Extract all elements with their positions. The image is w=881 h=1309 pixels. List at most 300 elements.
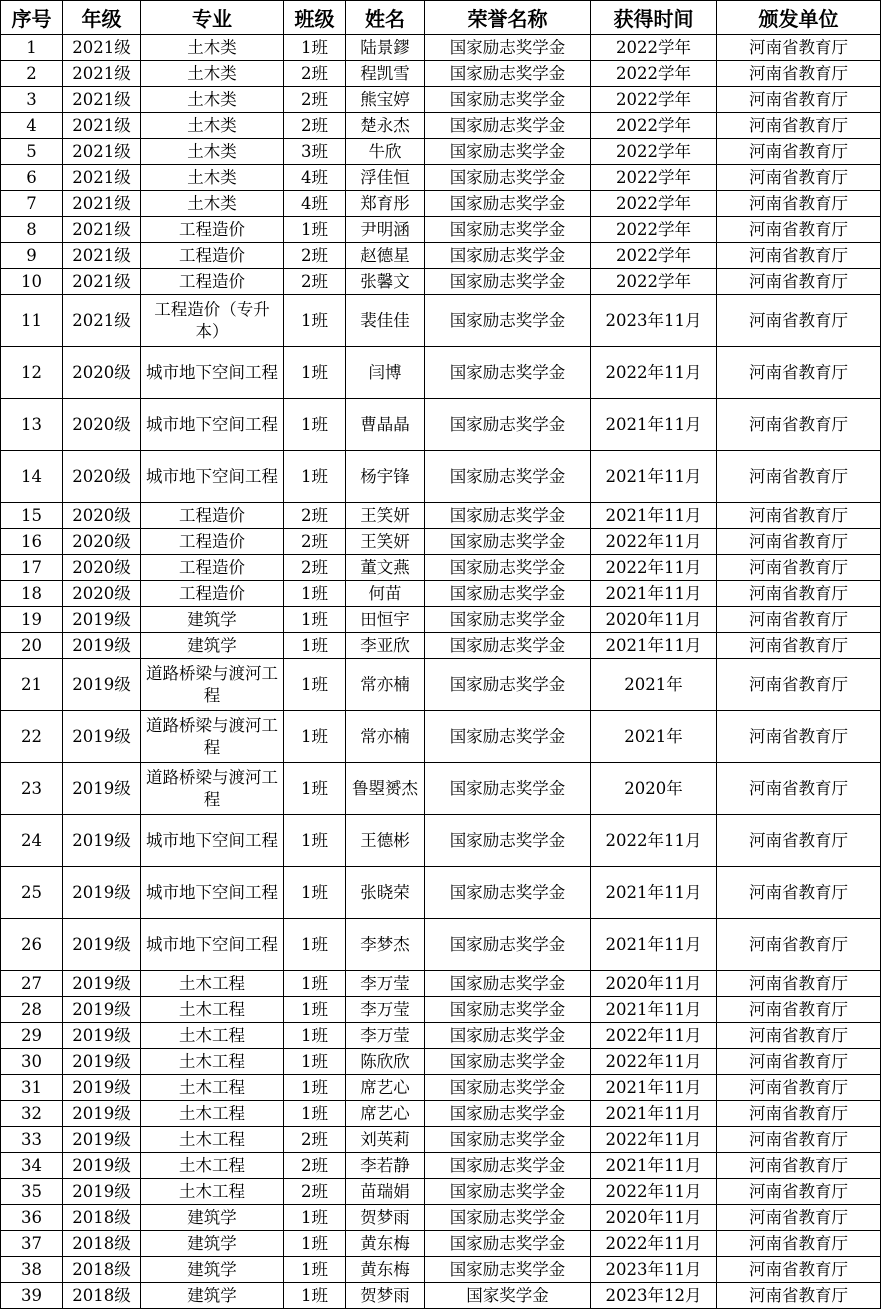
- cell-major: 道路桥梁与渡河工程: [141, 763, 284, 815]
- cell-issuer: 河南省教育厅: [717, 763, 881, 815]
- table-row: [1, 633, 881, 659]
- cell-issuer: 河南省教育厅: [717, 35, 881, 61]
- cell-honor: 国家励志奖学金: [425, 1153, 591, 1179]
- cell-name: 常亦楠: [346, 659, 425, 711]
- cell-name: 王德彬: [346, 815, 425, 867]
- cell-grade: 2019级: [63, 1153, 141, 1179]
- cell-grade: 2019级: [63, 1049, 141, 1075]
- table-row: [1, 191, 881, 217]
- cell-date: 2021年: [591, 659, 717, 711]
- table-row: [1, 1127, 881, 1153]
- cell-date: 2023年11月: [591, 1257, 717, 1283]
- cell-major: 土木工程: [141, 1101, 284, 1127]
- cell-class: 2班: [284, 529, 346, 555]
- cell-class: 1班: [284, 1283, 346, 1309]
- cell-grade: 2019级: [63, 971, 141, 997]
- cell-date: 2022年11月: [591, 815, 717, 867]
- cell-date: 2020年11月: [591, 1205, 717, 1231]
- cell-honor: 国家励志奖学金: [425, 1231, 591, 1257]
- cell-date: 2022年11月: [591, 1231, 717, 1257]
- cell-class: 2班: [284, 503, 346, 529]
- cell-date: 2021年11月: [591, 581, 717, 607]
- table-row: [1, 659, 881, 711]
- cell-issuer: 河南省教育厅: [717, 1205, 881, 1231]
- cell-grade: 2019级: [63, 997, 141, 1023]
- cell-major: 土木类: [141, 61, 284, 87]
- cell-class: 1班: [284, 295, 346, 347]
- table-row: [1, 295, 881, 347]
- cell-name: 王笑妍: [346, 529, 425, 555]
- cell-class: 1班: [284, 217, 346, 243]
- cell-class: 2班: [284, 1153, 346, 1179]
- table-row: [1, 165, 881, 191]
- table-row: [1, 139, 881, 165]
- cell-class: 4班: [284, 165, 346, 191]
- cell-grade: 2020级: [63, 581, 141, 607]
- cell-honor: 国家励志奖学金: [425, 815, 591, 867]
- cell-name: 鲁曌赟杰: [346, 763, 425, 815]
- cell-honor: 国家励志奖学金: [425, 1179, 591, 1205]
- cell-major: 土木工程: [141, 1179, 284, 1205]
- cell-class: 1班: [284, 763, 346, 815]
- cell-index: 11: [1, 295, 63, 347]
- cell-class: 2班: [284, 1179, 346, 1205]
- cell-grade: 2019级: [63, 1101, 141, 1127]
- cell-major: 土木类: [141, 191, 284, 217]
- table-row: [1, 1179, 881, 1205]
- cell-grade: 2019级: [63, 659, 141, 711]
- cell-name: 李若静: [346, 1153, 425, 1179]
- table-header: [1, 1, 881, 35]
- cell-date: 2022学年: [591, 217, 717, 243]
- cell-issuer: 河南省教育厅: [717, 1231, 881, 1257]
- cell-grade: 2020级: [63, 529, 141, 555]
- cell-grade: 2018级: [63, 1205, 141, 1231]
- cell-name: 刘英莉: [346, 1127, 425, 1153]
- cell-name: 王笑妍: [346, 503, 425, 529]
- cell-issuer: 河南省教育厅: [717, 1257, 881, 1283]
- cell-date: 2022学年: [591, 113, 717, 139]
- cell-major: 土木工程: [141, 997, 284, 1023]
- cell-major: 土木类: [141, 113, 284, 139]
- cell-issuer: 河南省教育厅: [717, 1101, 881, 1127]
- cell-date: 2023年11月: [591, 295, 717, 347]
- table-row: [1, 113, 881, 139]
- cell-index: 22: [1, 711, 63, 763]
- cell-class: 1班: [284, 451, 346, 503]
- cell-class: 2班: [284, 243, 346, 269]
- cell-index: 32: [1, 1101, 63, 1127]
- cell-grade: 2019级: [63, 867, 141, 919]
- cell-class: 1班: [284, 35, 346, 61]
- header-major: 专业: [141, 1, 284, 35]
- cell-grade: 2019级: [63, 1127, 141, 1153]
- cell-honor: 国家励志奖学金: [425, 763, 591, 815]
- cell-honor: 国家励志奖学金: [425, 217, 591, 243]
- cell-name: 程凯雪: [346, 61, 425, 87]
- cell-major: 土木工程: [141, 1023, 284, 1049]
- cell-honor: 国家励志奖学金: [425, 347, 591, 399]
- cell-date: 2021年: [591, 711, 717, 763]
- table-row: [1, 529, 881, 555]
- cell-grade: 2020级: [63, 555, 141, 581]
- cell-issuer: 河南省教育厅: [717, 711, 881, 763]
- cell-date: 2022学年: [591, 243, 717, 269]
- cell-class: 1班: [284, 815, 346, 867]
- cell-index: 39: [1, 1283, 63, 1309]
- cell-grade: 2019级: [63, 919, 141, 971]
- cell-honor: 国家励志奖学金: [425, 113, 591, 139]
- cell-index: 27: [1, 971, 63, 997]
- cell-issuer: 河南省教育厅: [717, 1049, 881, 1075]
- cell-issuer: 河南省教育厅: [717, 399, 881, 451]
- cell-major: 城市地下空间工程: [141, 347, 284, 399]
- cell-grade: 2021级: [63, 295, 141, 347]
- cell-major: 工程造价: [141, 581, 284, 607]
- cell-name: 黄东梅: [346, 1257, 425, 1283]
- cell-issuer: 河南省教育厅: [717, 243, 881, 269]
- cell-grade: 2019级: [63, 1179, 141, 1205]
- table-row: [1, 1075, 881, 1101]
- cell-index: 5: [1, 139, 63, 165]
- cell-grade: 2021级: [63, 61, 141, 87]
- cell-index: 36: [1, 1205, 63, 1231]
- cell-class: 4班: [284, 191, 346, 217]
- cell-honor: 国家励志奖学金: [425, 555, 591, 581]
- cell-index: 13: [1, 399, 63, 451]
- cell-date: 2021年11月: [591, 451, 717, 503]
- table-row: [1, 555, 881, 581]
- cell-issuer: 河南省教育厅: [717, 269, 881, 295]
- table-row: [1, 1101, 881, 1127]
- cell-name: 赵德星: [346, 243, 425, 269]
- cell-date: 2020年: [591, 763, 717, 815]
- header-name: 姓名: [346, 1, 425, 35]
- cell-major: 土木类: [141, 165, 284, 191]
- cell-class: 1班: [284, 1075, 346, 1101]
- cell-index: 19: [1, 607, 63, 633]
- cell-honor: 国家励志奖学金: [425, 581, 591, 607]
- cell-class: 1班: [284, 997, 346, 1023]
- cell-date: 2022年11月: [591, 529, 717, 555]
- cell-name: 常亦楠: [346, 711, 425, 763]
- cell-name: 席艺心: [346, 1101, 425, 1127]
- cell-index: 34: [1, 1153, 63, 1179]
- cell-grade: 2019级: [63, 633, 141, 659]
- cell-class: 1班: [284, 1049, 346, 1075]
- cell-grade: 2021级: [63, 35, 141, 61]
- table-row: [1, 1283, 881, 1309]
- cell-honor: 国家励志奖学金: [425, 35, 591, 61]
- cell-issuer: 河南省教育厅: [717, 659, 881, 711]
- cell-index: 4: [1, 113, 63, 139]
- cell-index: 35: [1, 1179, 63, 1205]
- cell-major: 工程造价: [141, 217, 284, 243]
- cell-index: 33: [1, 1127, 63, 1153]
- cell-issuer: 河南省教育厅: [717, 607, 881, 633]
- cell-date: 2021年11月: [591, 1101, 717, 1127]
- cell-major: 工程造价: [141, 503, 284, 529]
- cell-honor: 国家励志奖学金: [425, 997, 591, 1023]
- cell-issuer: 河南省教育厅: [717, 191, 881, 217]
- table-row: [1, 87, 881, 113]
- table-row: [1, 451, 881, 503]
- cell-major: 道路桥梁与渡河工程: [141, 711, 284, 763]
- cell-name: 陆景鏐: [346, 35, 425, 61]
- cell-major: 道路桥梁与渡河工程: [141, 659, 284, 711]
- cell-name: 陈欣欣: [346, 1049, 425, 1075]
- table-row: [1, 35, 881, 61]
- cell-issuer: 河南省教育厅: [717, 919, 881, 971]
- cell-grade: 2021级: [63, 165, 141, 191]
- cell-honor: 国家励志奖学金: [425, 191, 591, 217]
- cell-grade: 2020级: [63, 347, 141, 399]
- cell-issuer: 河南省教育厅: [717, 633, 881, 659]
- cell-grade: 2018级: [63, 1231, 141, 1257]
- cell-date: 2021年11月: [591, 997, 717, 1023]
- cell-major: 城市地下空间工程: [141, 399, 284, 451]
- cell-class: 1班: [284, 659, 346, 711]
- cell-honor: 国家励志奖学金: [425, 971, 591, 997]
- cell-issuer: 河南省教育厅: [717, 1179, 881, 1205]
- cell-name: 张馨文: [346, 269, 425, 295]
- cell-date: 2023年12月: [591, 1283, 717, 1309]
- cell-issuer: 河南省教育厅: [717, 87, 881, 113]
- cell-honor: 国家励志奖学金: [425, 1127, 591, 1153]
- cell-grade: 2021级: [63, 139, 141, 165]
- cell-name: 贺梦雨: [346, 1283, 425, 1309]
- cell-major: 土木工程: [141, 1153, 284, 1179]
- cell-issuer: 河南省教育厅: [717, 815, 881, 867]
- cell-honor: 国家励志奖学金: [425, 1205, 591, 1231]
- cell-grade: 2019级: [63, 763, 141, 815]
- cell-honor: 国家励志奖学金: [425, 711, 591, 763]
- cell-honor: 国家励志奖学金: [425, 139, 591, 165]
- cell-major: 建筑学: [141, 1205, 284, 1231]
- table-row: [1, 971, 881, 997]
- table-body: [1, 35, 881, 1309]
- header-class: 班级: [284, 1, 346, 35]
- cell-class: 1班: [284, 919, 346, 971]
- cell-honor: 国家励志奖学金: [425, 633, 591, 659]
- cell-honor: 国家励志奖学金: [425, 1075, 591, 1101]
- cell-name: 闫博: [346, 347, 425, 399]
- cell-issuer: 河南省教育厅: [717, 217, 881, 243]
- cell-name: 贺梦雨: [346, 1205, 425, 1231]
- cell-issuer: 河南省教育厅: [717, 1075, 881, 1101]
- cell-index: 26: [1, 919, 63, 971]
- table-row: [1, 997, 881, 1023]
- cell-major: 建筑学: [141, 1283, 284, 1309]
- cell-issuer: 河南省教育厅: [717, 555, 881, 581]
- cell-grade: 2020级: [63, 503, 141, 529]
- cell-class: 2班: [284, 1127, 346, 1153]
- cell-issuer: 河南省教育厅: [717, 1153, 881, 1179]
- cell-date: 2022学年: [591, 191, 717, 217]
- cell-date: 2020年11月: [591, 607, 717, 633]
- header-issuer: 颁发单位: [717, 1, 881, 35]
- cell-class: 2班: [284, 269, 346, 295]
- cell-class: 1班: [284, 867, 346, 919]
- cell-date: 2022年11月: [591, 1049, 717, 1075]
- cell-issuer: 河南省教育厅: [717, 971, 881, 997]
- cell-honor: 国家励志奖学金: [425, 269, 591, 295]
- table-row: [1, 399, 881, 451]
- cell-issuer: 河南省教育厅: [717, 295, 881, 347]
- table-row: [1, 347, 881, 399]
- table-row: [1, 1205, 881, 1231]
- cell-index: 2: [1, 61, 63, 87]
- header-row: [1, 1, 881, 35]
- cell-date: 2021年11月: [591, 1075, 717, 1101]
- cell-issuer: 河南省教育厅: [717, 581, 881, 607]
- cell-name: 裴佳佳: [346, 295, 425, 347]
- cell-class: 1班: [284, 1205, 346, 1231]
- cell-major: 土木工程: [141, 971, 284, 997]
- cell-index: 25: [1, 867, 63, 919]
- cell-date: 2021年11月: [591, 399, 717, 451]
- cell-grade: 2018级: [63, 1257, 141, 1283]
- cell-honor: 国家励志奖学金: [425, 295, 591, 347]
- cell-name: 郑育彤: [346, 191, 425, 217]
- cell-class: 1班: [284, 1231, 346, 1257]
- table-row: [1, 711, 881, 763]
- cell-index: 28: [1, 997, 63, 1023]
- cell-index: 7: [1, 191, 63, 217]
- table-row: [1, 1153, 881, 1179]
- table-row: [1, 217, 881, 243]
- cell-honor: 国家励志奖学金: [425, 61, 591, 87]
- cell-grade: 2020级: [63, 451, 141, 503]
- cell-date: 2021年11月: [591, 633, 717, 659]
- cell-grade: 2019级: [63, 815, 141, 867]
- cell-index: 38: [1, 1257, 63, 1283]
- cell-name: 李梦杰: [346, 919, 425, 971]
- table-row: [1, 1049, 881, 1075]
- cell-issuer: 河南省教育厅: [717, 61, 881, 87]
- cell-name: 曹晶晶: [346, 399, 425, 451]
- cell-index: 20: [1, 633, 63, 659]
- cell-major: 城市地下空间工程: [141, 451, 284, 503]
- cell-class: 1班: [284, 971, 346, 997]
- table-row: [1, 815, 881, 867]
- cell-issuer: 河南省教育厅: [717, 867, 881, 919]
- cell-major: 工程造价（专升本）: [141, 295, 284, 347]
- cell-major: 土木工程: [141, 1075, 284, 1101]
- cell-grade: 2019级: [63, 607, 141, 633]
- cell-name: 李亚欣: [346, 633, 425, 659]
- cell-major: 城市地下空间工程: [141, 867, 284, 919]
- cell-name: 苗瑞娟: [346, 1179, 425, 1205]
- cell-honor: 国家励志奖学金: [425, 1257, 591, 1283]
- cell-date: 2021年11月: [591, 1153, 717, 1179]
- table-row: [1, 243, 881, 269]
- cell-name: 尹明涵: [346, 217, 425, 243]
- table-row: [1, 1231, 881, 1257]
- cell-grade: 2020级: [63, 399, 141, 451]
- cell-index: 8: [1, 217, 63, 243]
- cell-date: 2021年11月: [591, 919, 717, 971]
- cell-date: 2022年11月: [591, 1179, 717, 1205]
- cell-index: 23: [1, 763, 63, 815]
- cell-grade: 2019级: [63, 1075, 141, 1101]
- cell-name: 何苗: [346, 581, 425, 607]
- cell-grade: 2021级: [63, 269, 141, 295]
- cell-date: 2021年11月: [591, 867, 717, 919]
- cell-issuer: 河南省教育厅: [717, 503, 881, 529]
- cell-grade: 2021级: [63, 243, 141, 269]
- table-row: [1, 1023, 881, 1049]
- cell-date: 2022年11月: [591, 1023, 717, 1049]
- cell-class: 1班: [284, 399, 346, 451]
- cell-class: 1班: [284, 347, 346, 399]
- cell-honor: 国家励志奖学金: [425, 529, 591, 555]
- cell-index: 31: [1, 1075, 63, 1101]
- cell-class: 1班: [284, 607, 346, 633]
- cell-honor: 国家奖学金: [425, 1283, 591, 1309]
- table-row: [1, 61, 881, 87]
- cell-issuer: 河南省教育厅: [717, 1127, 881, 1153]
- cell-index: 16: [1, 529, 63, 555]
- cell-name: 席艺心: [346, 1075, 425, 1101]
- cell-index: 24: [1, 815, 63, 867]
- cell-class: 1班: [284, 1257, 346, 1283]
- cell-name: 牛欣: [346, 139, 425, 165]
- cell-index: 3: [1, 87, 63, 113]
- cell-name: 李万莹: [346, 971, 425, 997]
- cell-grade: 2019级: [63, 711, 141, 763]
- cell-issuer: 河南省教育厅: [717, 529, 881, 555]
- header-index: 序号: [1, 1, 63, 35]
- cell-grade: 2021级: [63, 191, 141, 217]
- cell-class: 1班: [284, 633, 346, 659]
- cell-index: 37: [1, 1231, 63, 1257]
- cell-grade: 2021级: [63, 113, 141, 139]
- cell-class: 1班: [284, 711, 346, 763]
- cell-honor: 国家励志奖学金: [425, 451, 591, 503]
- cell-index: 1: [1, 35, 63, 61]
- cell-name: 黄东梅: [346, 1231, 425, 1257]
- header-grade: 年级: [63, 1, 141, 35]
- cell-honor: 国家励志奖学金: [425, 87, 591, 113]
- cell-index: 21: [1, 659, 63, 711]
- cell-index: 14: [1, 451, 63, 503]
- cell-date: 2022学年: [591, 61, 717, 87]
- cell-date: 2022学年: [591, 269, 717, 295]
- cell-class: 1班: [284, 1101, 346, 1127]
- cell-name: 李万莹: [346, 997, 425, 1023]
- cell-grade: 2019级: [63, 1023, 141, 1049]
- cell-major: 工程造价: [141, 243, 284, 269]
- cell-index: 17: [1, 555, 63, 581]
- cell-date: 2022学年: [591, 35, 717, 61]
- cell-index: 6: [1, 165, 63, 191]
- cell-name: 浮佳恒: [346, 165, 425, 191]
- cell-major: 城市地下空间工程: [141, 815, 284, 867]
- cell-date: 2022年11月: [591, 1127, 717, 1153]
- table-row: [1, 867, 881, 919]
- cell-honor: 国家励志奖学金: [425, 1101, 591, 1127]
- cell-major: 建筑学: [141, 633, 284, 659]
- cell-class: 2班: [284, 87, 346, 113]
- cell-name: 董文燕: [346, 555, 425, 581]
- cell-name: 田恒宇: [346, 607, 425, 633]
- table-row: [1, 269, 881, 295]
- cell-honor: 国家励志奖学金: [425, 399, 591, 451]
- cell-honor: 国家励志奖学金: [425, 1049, 591, 1075]
- cell-honor: 国家励志奖学金: [425, 165, 591, 191]
- table-row: [1, 1257, 881, 1283]
